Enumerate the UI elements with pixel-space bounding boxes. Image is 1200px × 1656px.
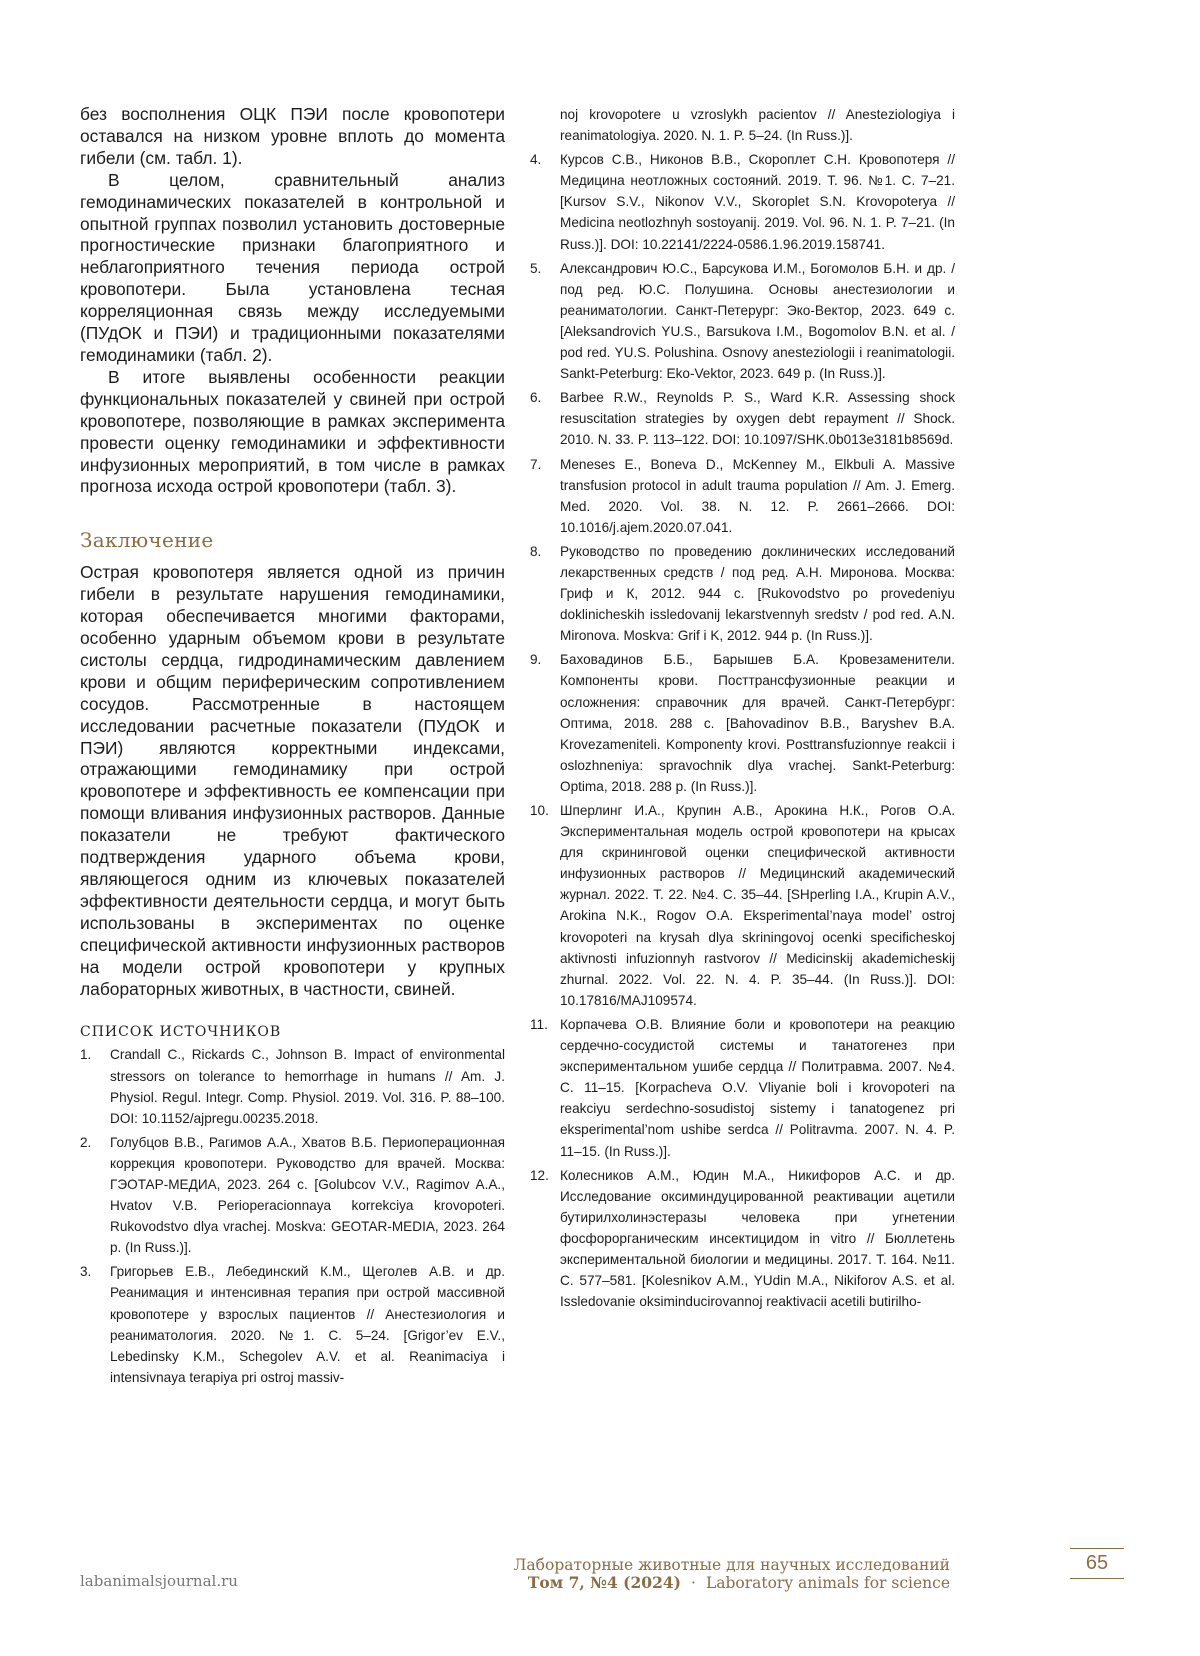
reference-text: Руководство по проведению доклинических исследований лекарственных средств / под ред. А.Н. Миронова. Москва: Гриф и К, 2012. 944 с. [Rukovodstvo po provedeniyu doklinicheskih issledovanij lekarstvennyh sredstv / pod red. A.N. Mironova. Moskva: Grif i K, 2012. 944 p. (In Russ.)].	[560, 543, 955, 644]
reference-item	[80, 1132, 505, 1259]
reference-text: Barbee R.W., Reynolds P. S., Ward K.R. Assessing shock resuscitation strategies by oxygen debt repayment // Shock. 2010. N. 33. P. 113–122. DOI: 10.1097/SHK.0b013e3181b8569d.	[560, 390, 955, 448]
reference-number: 4.	[530, 152, 542, 168]
reference-text: Корпачева О.В. Влияние боли и кровопотери на реакцию сердечно-сосудистой системы и танатогенез при экспериментальном ушибе сердца // Политравма. 2007. №4. С. 11–15. [Korpacheva O.V. Vliyanie boli i krovopoteri na reakciyu serdechno-sosudistoj sistemy i tanatogenez pri eksperimental’nom ushibe serdca // Politravma. 2007. N. 4. P. 11–15. (In Russ.)].	[560, 1016, 955, 1159]
reference-number: 9.	[530, 652, 542, 668]
reference-text: Курсов С.В., Никонов В.В., Скороплет С.Н. Кровопотеря // Медицина неотложных состояний. 2019. Т. 96. №1. С. 7–21. [Kursov S.V., Nikonov V.V., Skoroplet S.N. Krovopoterya // Medicina neotlozhnyh sostoyanij. 2019. Vol. 96. N. 1. P. 7–21. (In Russ.)]. DOI: 10.22141/2224-0586.1.96.2019.158741.	[560, 152, 955, 252]
reference-number: 11.	[530, 1016, 548, 1032]
reference-item	[530, 1165, 955, 1313]
reference-number: 5.	[530, 260, 542, 276]
reference-continuation	[530, 104, 955, 146]
reference-number: 2.	[80, 1134, 92, 1150]
reference-number: 10.	[530, 803, 549, 818]
reference-number: 12.	[530, 1167, 549, 1183]
body-paragraph: без восполнения ОЦК ПЭИ после кровопотери оставался на низком уровне вплоть до момента гибели (см. табл. 1).	[80, 104, 505, 168]
references-title: СПИСОК ИСТОЧНИКОВ	[80, 1024, 282, 1041]
reference-item	[80, 1261, 505, 1388]
reference-text: Григорьев Е.В., Лебединский К.М., Щеголев А.В. и др. Реанимация и интенсивная терапия при острой массивной кровопотере у взрослых пациентов // Анестезиология и реаниматология. 2020. №1. С. 5–24. [Grigor’ev E.V., Lebedinsky K.M., Schegolev A.V. et al. Reanimaciya i intensivnaya terapiya pri ostroj massiv-	[110, 1264, 505, 1385]
conclusion-heading: Заключение	[80, 528, 214, 553]
reference-number: 6.	[530, 390, 542, 406]
reference-text: Колесников А.М., Юдин М.А., Никифоров А.С. и др. Исследование оксиминдуцированной реактивации ацетили бутирилхолинэстеразы человека при угнетении фосфорорганическим инсектицидом in vitro // Бюллетень экспериментальной биологии и медицины. 2017. Т. 164. №11. С. 577–581. [Kolesnikov A.M., YUdin M.A., Nikiforov A.S. et al. Issledovanie oksiminducirovannoj reaktivacii acetili butirilho-	[560, 1167, 955, 1310]
reference-item	[530, 258, 955, 385]
reference-text: Голубцов В.В., Рагимов А.А., Хватов В.Б. Периоперационная коррекция кровопотери. Руководство для врачей. Москва: ГЭОТАР-МЕДИА, 2023. 264 с. [Golubcov V.V., Ragimov A.A., Hvatov V.B. Perioperacionnaya korrekciya krovopoteri. Rukovodstvo dlya vrachej. Moskva: GEOTAR-MEDIA, 2023. 264 p. (In Russ.)].	[110, 1134, 505, 1256]
footer-site-link[interactable]: labanimalsjournal.ru	[80, 1572, 238, 1590]
footer-journal-info	[513, 1556, 950, 1592]
reference-text: Crandall C., Rickards C., Johnson B. Impact of environmental stressors on tolerance to hemorrhage in humans // Am. J. Physiol. Regul. Integr. Comp. Physiol. 2019. Vol. 316. P. 88–100. DOI: 10.1152/ajpregu.00235.2018.	[110, 1047, 505, 1126]
reference-number: 7.	[530, 456, 542, 472]
conclusion-paragraph: Острая кровопотеря является одной из причин гибели в результате нарушения гемодинамики, которая обеспечивается многими факторами, особенно ударным объемом крови в результате систолы сердца, гидродинамическим давлением крови и общим периферическим сопротивлением сосудов. Рассмотренные в настоящем исследовании расчетные показатели (ПУдОК и ПЭИ) являются корректными индексами, отражающими гемодинамику при острой кровопотере и эффективность ее компенсации при помощи вливания инфузионных растворов. Данные показатели не требуют фактического подтверждения ударного объема крови, являющегося одним из ключевых показателей эффективности деятельности сердца, и могут быть использованы в экспериментах по оценке специфической активности инфузионных растворов на модели острой кровопотери у крупных лабораторных животных, в частности, свиней.	[80, 562, 505, 999]
reference-number: 3.	[80, 1264, 92, 1280]
left-column	[80, 104, 505, 1391]
reference-text: Александрович Ю.С., Барсукова И.М., Богомолов Б.Н. и др. / под ред. Ю.С. Полушина. Основы анестезиологии и реаниматологии. Санкт-Петеруpг: Эко-Вектор, 2023. 649 с. [Aleksandrovich YU.S., Barsukova I.M., Bogomolov B.N. et al. / pod red. YU.S. Polushina. Osnovy anesteziologii i reanimatologii. Sankt-Peterburg: Eko-Vektor, 2023. 649 p. (In Russ.)].	[560, 260, 955, 382]
journal-volume: Том 7, №4 (2024)	[527, 1573, 681, 1592]
journal-title-en: Laboratory animals for science	[705, 1574, 950, 1592]
reference-number: 1.	[80, 1047, 92, 1063]
journal-title-ru: Лабораторные животные для научных исследований	[513, 1556, 950, 1574]
reference-item	[530, 649, 955, 797]
reference-item	[530, 387, 955, 450]
body-paragraph: В итоге выявлены особенности реакции функциональных показателей у свиней при острой кровопотере, позволяющие в рамках эксперимента провести оценку гемодинамики и эффективности инфузионных мероприятий, в том числе в рамках прогноза исхода острой кровопотери (табл. 3).	[80, 366, 505, 497]
reference-text: Баховадинов Б.Б., Барышев Б.А. Кровезаменители. Компоненты крови. Посттрансфузионные реакции и осложнения: справочник для врачей. Санкт-Петербург: Оптима, 2018. 288 с. [Bahovadinov B.B., Baryshev B.A. Krovezameniteli. Komponenty krovi. Posttransfuzionnye reakcii i oslozhneniya: spravochnik dlya vrachej. Sankt-Peterburg: Optima, 2018. 288 p. (In Russ.)].	[560, 652, 955, 794]
reference-text: Шперлинг И.А., Крупин А.В., Арокина Н.К., Рогов О.А. Экспериментальная модель острой кровопотери на крысах для скрининговой оценки специфической активности инфузионных растворов // Медицинский академический журнал. 2022. Т. 22. №4. С. 35–44. [SHperling I.A., Krupin A.V., Arokina N.K., Rogov O.A. Eksperimental’naya model’ ostroj krovopoteri na krysah dlya skriningovoj ocenki specificheskoj aktivnosti infuzionnyh rastvorov // Medicinskij akademicheskij zhurnal. 2022. Vol. 22. N. 4. P. 35–44. (In Russ.)]. DOI: 10.17816/MAJ109574.	[560, 803, 955, 1008]
reference-item	[530, 800, 955, 1011]
body-paragraph: В целом, сравнительный анализ гемодинамических показателей в контрольной и опытной группах позволил установить достоверные прогностические признаки благоприятного и неблагоприятного течения периода острой кровопотери. Была установлена тесная корреляционная связь между исследуемыми (ПУдОК и ПЭИ) и традиционными показателями гемодинамики (табл. 2).	[80, 169, 505, 365]
reference-text: Meneses E., Boneva D., McKenney M., Elkbuli A. Massive transfusion protocol in adult trauma population // Am. J. Emerg. Med. 2020. Vol. 38. N. 12. P. 2661–2666. DOI: 10.1016/j.ajem.2020.07.041.	[560, 456, 955, 535]
reference-item	[530, 1014, 955, 1162]
reference-text: noj krovopotere u vzroslykh pacientov // Anesteziologiya i reanimatologiya. 2020. N. 1. P. 5–24. (In Russ.)].	[560, 107, 955, 144]
reference-item	[530, 149, 955, 254]
reference-item	[80, 1044, 505, 1128]
reference-item	[530, 541, 955, 646]
reference-item	[530, 454, 955, 538]
references-list-left	[80, 1044, 505, 1388]
right-column	[530, 104, 955, 1315]
reference-number: 8.	[530, 543, 542, 559]
page-number: 65	[1070, 1548, 1124, 1579]
separator-dot: ·	[691, 1574, 696, 1592]
